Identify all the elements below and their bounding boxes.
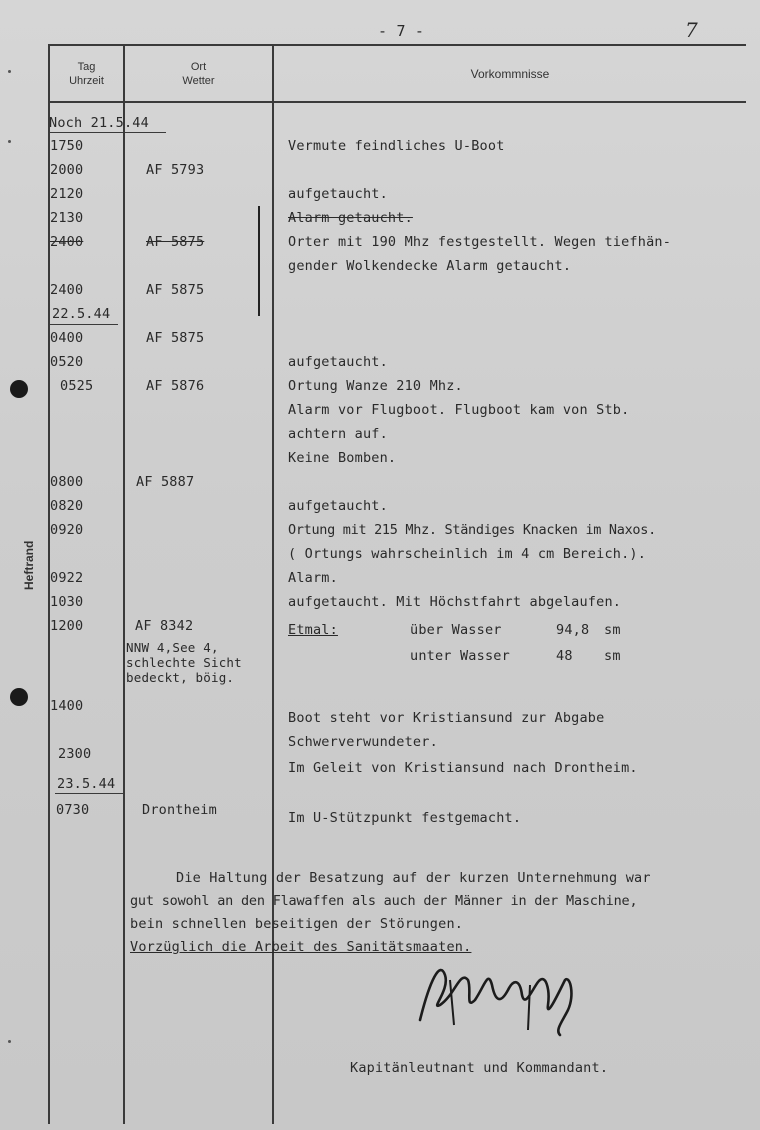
place-cell: AF 5875	[146, 282, 205, 298]
event-text: Schwerverwundeter.	[288, 734, 438, 750]
punch-hole-top	[10, 380, 28, 398]
time-cell: 0920	[50, 522, 84, 538]
time-cell: 1400	[50, 698, 84, 714]
time-cell: 0525	[60, 378, 94, 394]
time-cell: 0820	[50, 498, 84, 514]
etmal-label: Etmal:	[288, 622, 338, 638]
place-cell: AF 8342	[135, 618, 194, 634]
place-cell: Drontheim	[142, 802, 217, 818]
date-underline	[48, 132, 166, 133]
header-ort: Ort	[190, 61, 207, 73]
header-uhrzeit: Uhrzeit	[69, 75, 104, 87]
closing-line: Vorzüglich die Arbeit des Sanitätsmaaten.	[130, 939, 472, 955]
time-cell: 0922	[50, 570, 84, 586]
event-text: achtern auf.	[288, 426, 388, 442]
event-text: aufgetaucht. Mit Höchstfahrt abgelaufen.	[288, 594, 622, 610]
handwritten-signature	[410, 950, 590, 1040]
header-tag: Tag	[77, 61, 96, 73]
event-text: gender Wolkendecke Alarm getaucht.	[288, 258, 572, 274]
header-ort-wetter	[125, 60, 272, 88]
header-vorkommnisse: Vorkommnisse	[470, 67, 550, 81]
etmal-over-water-unit: sm	[604, 622, 621, 638]
header-wetter: Wetter	[182, 75, 215, 87]
event-text: Alarm vor Flugboot. Flugboot kam von Stb.	[288, 402, 630, 418]
event-text: Boot steht vor Kristiansund zur Abgabe	[288, 710, 605, 726]
header-tag-uhrzeit	[50, 60, 123, 88]
etmal-under-water-value: 48	[556, 648, 573, 664]
time-cell: 0800	[50, 474, 84, 490]
event-text-struck: Alarm getaucht.	[288, 210, 413, 226]
time-cell: 2120	[50, 186, 84, 202]
margin-label: Heftrand	[22, 540, 36, 590]
weather-cell: NNW 4,See 4,	[126, 640, 219, 655]
column-divider-2	[272, 44, 274, 1124]
margin-mark	[8, 1040, 11, 1043]
margin-mark	[8, 70, 11, 73]
event-text: aufgetaucht.	[288, 498, 388, 514]
time-cell: 2400	[50, 282, 84, 298]
time-cell: 0730	[56, 802, 90, 818]
time-cell: 0400	[50, 330, 84, 346]
time-cell: 1030	[50, 594, 84, 610]
place-cell: AF 5875	[146, 330, 205, 346]
event-text: Ortung mit 215 Mhz. Ständiges Knacken im Naxos.	[288, 522, 656, 538]
margin-mark	[8, 140, 11, 143]
event-text: Orter mit 190 Mhz festgestellt. Wegen tiefhän-	[288, 234, 672, 250]
time-cell: 1750	[50, 138, 84, 154]
event-text: Alarm.	[288, 570, 338, 586]
weather-cell: bedeckt, böig.	[126, 670, 235, 685]
event-text: ( Ortungs wahrscheinlich im 4 cm Bereich.).	[288, 546, 647, 562]
corner-page-number: 7	[685, 18, 698, 42]
time-cell: 2300	[58, 746, 92, 762]
time-cell: 0520	[50, 354, 84, 370]
closing-line: Die Haltung der Besatzung auf der kurzen Unternehmung war	[176, 870, 651, 886]
page-number: - 7 -	[378, 22, 425, 40]
event-text: Keine Bomben.	[288, 450, 397, 466]
weather-cell: schlechte Sicht	[126, 655, 242, 670]
date-underline	[55, 793, 123, 794]
date-cell: 22.5.44	[52, 306, 111, 322]
event-text: Im Geleit von Kristiansund nach Drontheim.	[288, 760, 638, 776]
time-cell: 2000	[50, 162, 84, 178]
time-cell: 2130	[50, 210, 84, 226]
event-text: aufgetaucht.	[288, 186, 388, 202]
etmal-over-water-value: 94,8	[556, 622, 590, 638]
signature-title: Kapitänleutnant und Kommandant.	[350, 1060, 609, 1076]
place-cell: AF 5887	[136, 474, 195, 490]
pen-mark	[258, 206, 260, 316]
time-cell-struck: 2400	[50, 234, 84, 250]
event-text: aufgetaucht.	[288, 354, 388, 370]
punch-hole-bottom	[10, 688, 28, 706]
column-divider-1	[123, 44, 125, 1124]
date-underline	[48, 324, 118, 325]
date-cell: 23.5.44	[57, 776, 116, 792]
top-border	[48, 44, 746, 46]
place-cell: AF 5793	[146, 162, 205, 178]
place-cell: AF 5876	[146, 378, 205, 394]
closing-line: gut sowohl an den Flawaffen als auch der Männer in der Maschine,	[130, 893, 638, 909]
header-divider	[48, 101, 746, 103]
event-text: Vermute feindliches U-Boot	[288, 138, 505, 154]
etmal-under-water-unit: sm	[604, 648, 621, 664]
event-text: Ortung Wanze 210 Mhz.	[288, 378, 463, 394]
date-cell: Noch 21.5.44	[49, 115, 149, 131]
place-cell-struck: AF 5875	[146, 234, 205, 250]
event-text: Im U-Stützpunkt festgemacht.	[288, 810, 522, 826]
closing-line: bein schnellen beseitigen der Störungen.	[130, 916, 464, 932]
etmal-over-water-label: über Wasser	[410, 622, 502, 638]
etmal-under-water-label: unter Wasser	[410, 648, 510, 664]
time-cell: 1200	[50, 618, 84, 634]
